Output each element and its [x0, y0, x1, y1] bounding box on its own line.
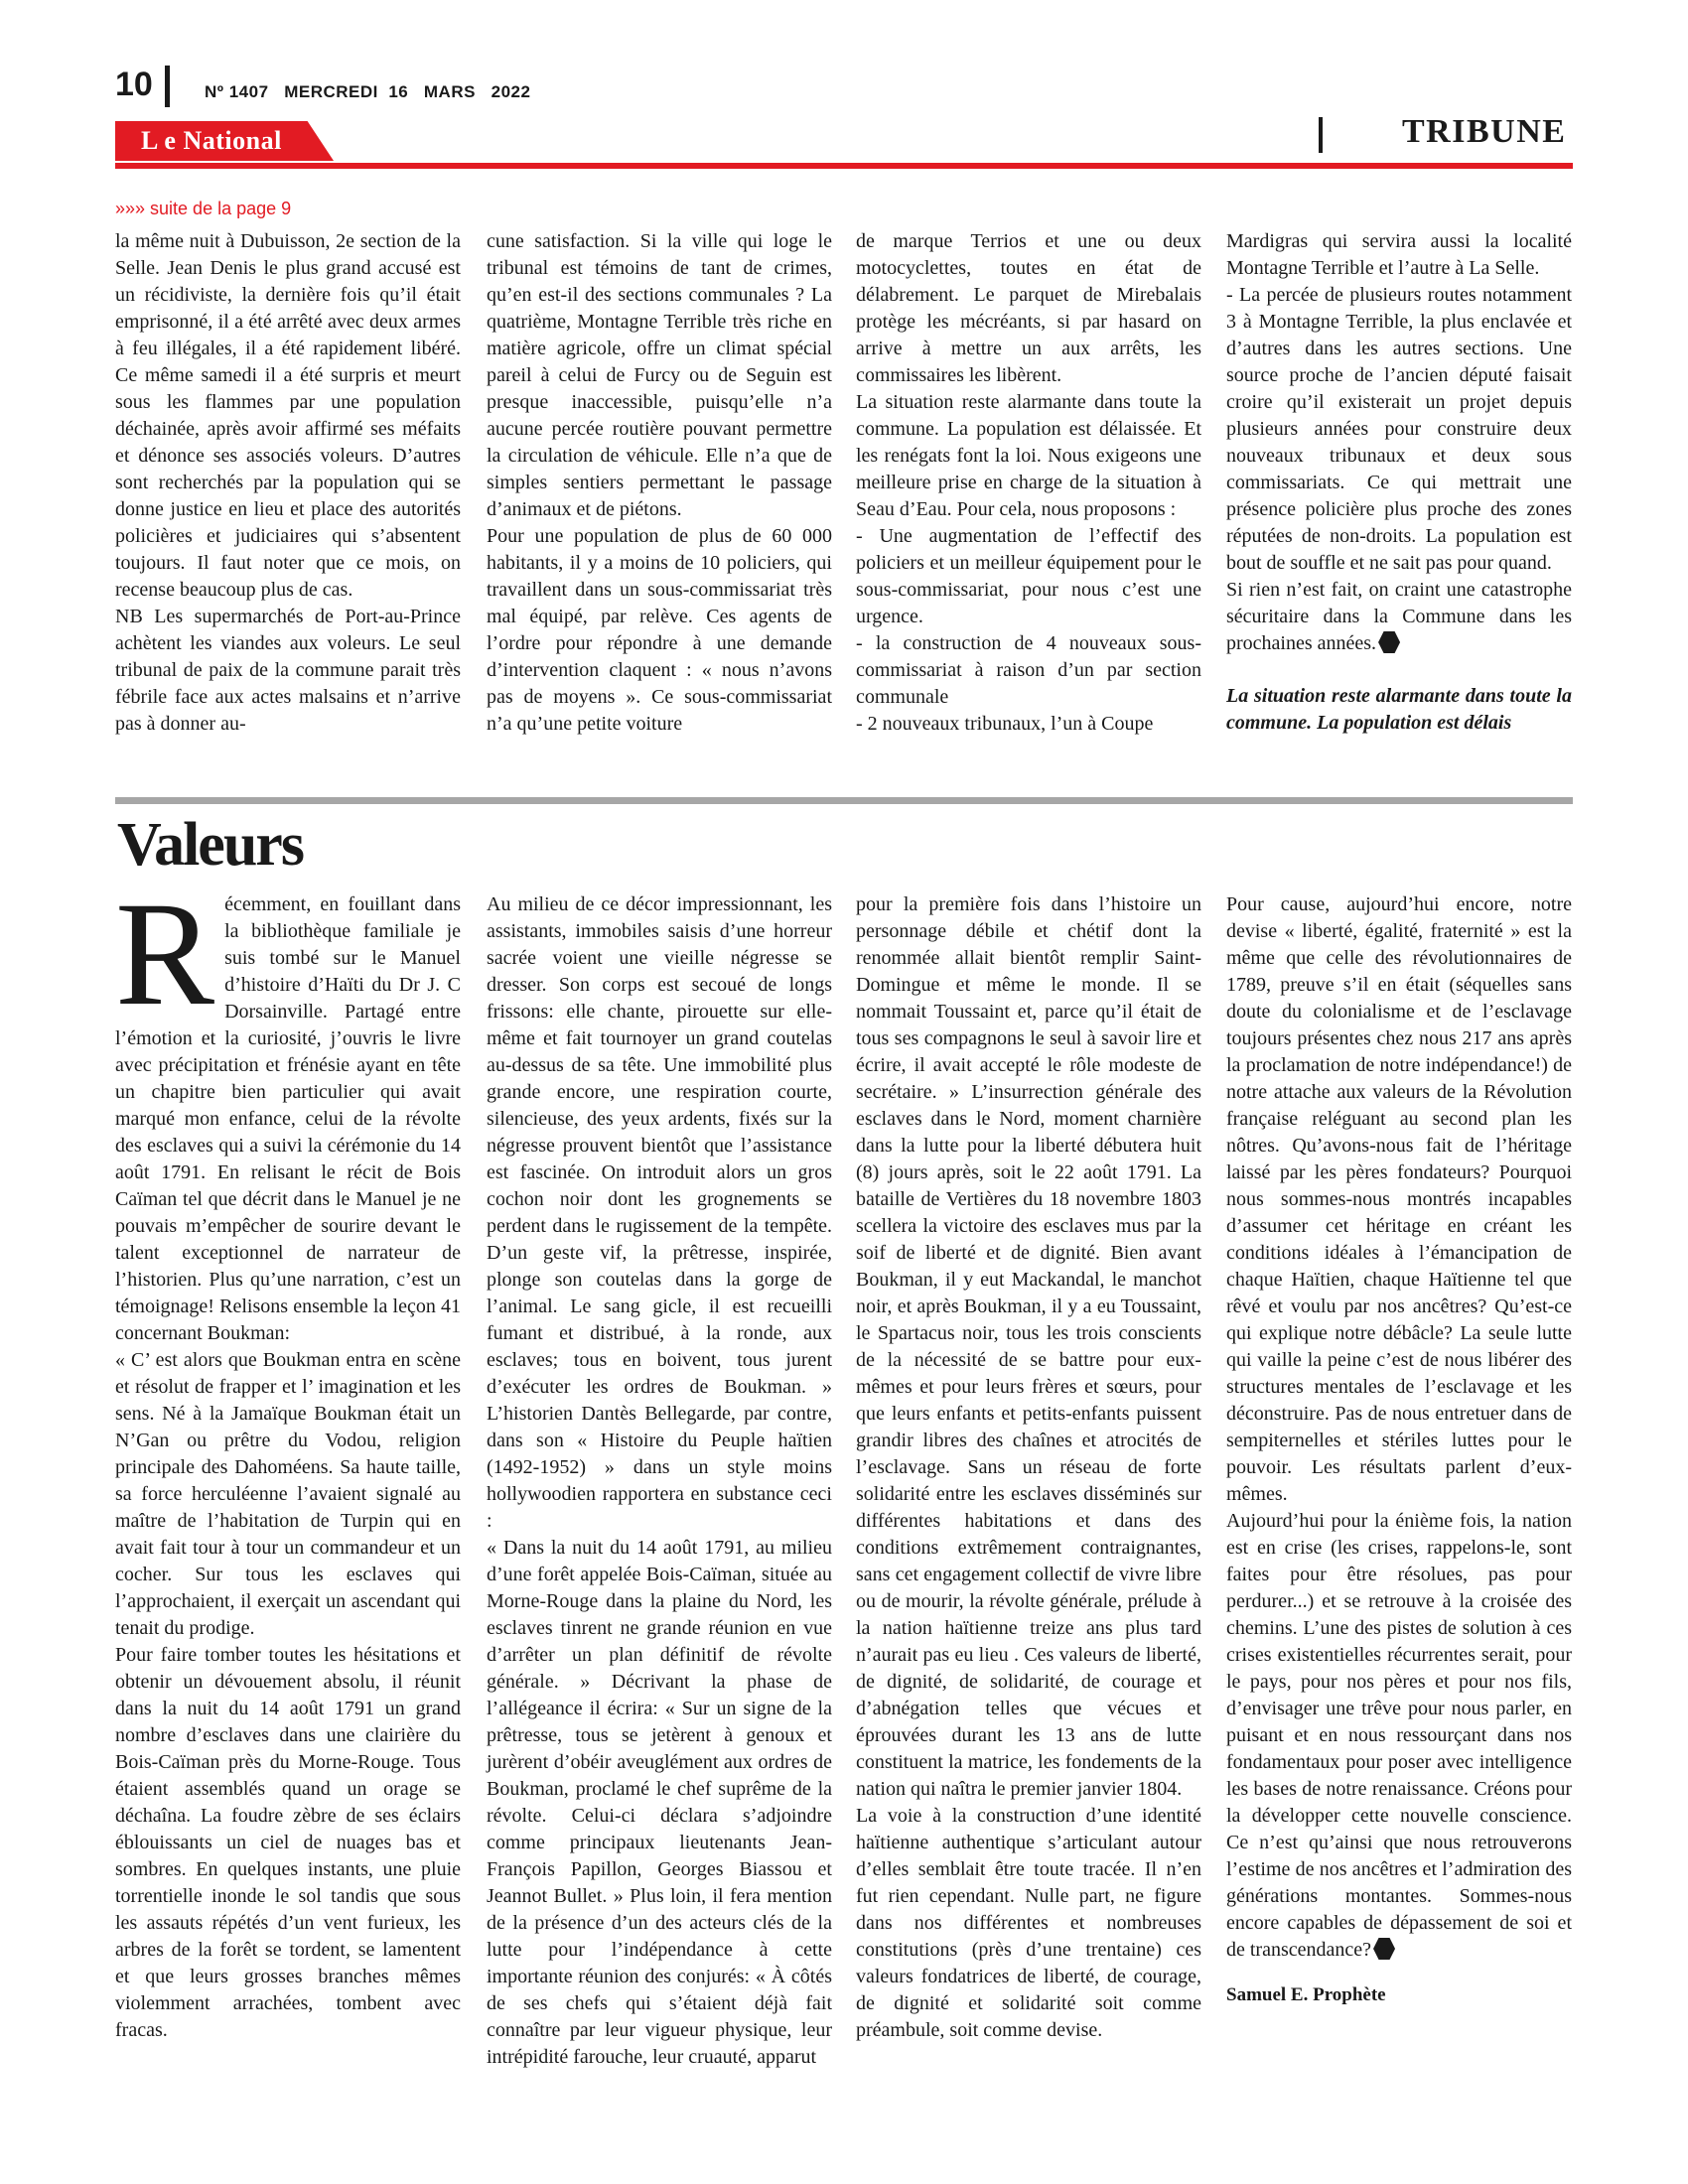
paragraph: Pour cause, aujourd’hui encore, notre devise « liberté, égalité, fraternité » est la même que celle des révolutionnaires de 1789, preuve s’il en était (séquelles sans doute du colonialisme et de l’esclavage toujours présentes chez nous 217 ans après la proclamation de notre indépendance!) de notre attache aux valeurs de la Révolution française reléguant au second plan les nôtres. Qu’avons-nous fait de l’héritage laissé par les pères fondateurs? Pourquoi nous sommes-nous montrés incapables d’assumer cet héritage en créant les conditions idéales à l’émancipation de chaque Haïtien, chaque Haïtienne tel que rêvé et voulu par nos ancêtres? Qu’est-ce qui explique notre débâcle? La seule lutte qui vaille la peine c’est de nous libérer des structures mentales de l’esclavage et les déconstruire. Pas de nous entretuer dans de sempiternelles et stériles luttes pour le pouvoir. Les résultats parlent d’eux-mêmes.	[1226, 893, 1572, 1505]
header-rule	[115, 163, 1573, 169]
paragraph-text: Aujourd’hui pour la énième fois, la nation est en crise (les crises, rappelons-le, sont faites pour être résolues, pas pour perdurer...) et se retrouve à la croisée des chemins. L’une des pistes de solution à ces crises existentielles récurrentes serait, pour le pays, pour nos pères et pour nos fils, d’envisager une trêve pour nous parler, en puisant et en nous ressourçant dans nos fondamentaux pour poser avec intelligence les bases de notre renaissance. Créons pour la développer cette nouvelle conscience. Ce n’est qu’ainsi que nous retrouverons l’estime de nos ancêtres et l’admiration des générations montantes. Sommes-nous encore capables de dépassement de soi et de transcendance?	[1226, 1510, 1572, 1961]
paragraph	[115, 872, 461, 1347]
paragraph	[1226, 577, 1572, 657]
paragraph: « Dans la nuit du 14 août 1791, au milieu d’une forêt appelée Bois-Caïman, située au Morne-Rouge dans la plaine du Nord, les esclaves tinrent ne grande réunion en vue d’arrêter un plan définitif de révolte générale. » Décrivant la phase de l’allégeance il écrira: « Sur un signe de la prêtresse, tous se jetèrent à genoux et jurèrent d’obéir aveuglément aux ordres de Boukman, proclamé le chef suprême de la révolte. Celui-ci déclara s’adjoindre comme principaux lieutenants Jean-François Papillon, Georges Biassou et Jeannot Bullet. » Plus loin, il fera mention de la présence d’un des acteurs clés de la lutte pour l’indépendance à cette importante réunion des conjurés: « À côtés de ses chefs qui s’étaient déjà fait connaître par leur vigueur physique, leur intrépidité farouche, leur cruauté, apparut	[487, 1537, 832, 2068]
newspaper-logo: L e National	[141, 126, 282, 155]
list-item: - la construction de 4 nouveaux sous-commissariat à raison d’un par section communale	[856, 632, 1201, 708]
paragraph-text: Si rien n’est fait, on craint une catastrophe sécuritaire dans la Commune dans les prochaines années.	[1226, 579, 1572, 654]
continuation-note: »»» suite de la page 9	[115, 199, 292, 218]
list-item: - 2 nouveaux tribunaux, l’un à Coupe	[856, 713, 1154, 735]
paragraph: de marque Terrios et une ou deux motocyclettes, toutes en état de délabrement. Le parquet de Mirebalais protège les mécréants, si par hasard on arrive à mettre un aux arrêts, les commissaires les libèrent.	[856, 230, 1201, 386]
paragraph: « C’ est alors que Boukman entra en scène et résolut de frapper et l’ imagination et les sens. Né à la Jamaïque Boukman était un N’Gan ou prêtre du Vodou, religion principale des Dahoméens. Sa haute taille, sa force herculéenne l’avaient signalé au maître de l’habitation de Turpin qui en avait fait tour à tour un commandeur et un cocher. Sur tous les esclaves qui l’approchaient, il exerçait un ascendant qui tenait du prodige.	[115, 1349, 461, 1639]
section-divider	[1319, 117, 1323, 153]
end-mark-icon	[1378, 631, 1400, 653]
drop-cap: R	[115, 872, 215, 1036]
paragraph: pour la première fois dans l’histoire un personnage débile et chétif dont la renommée allait bientôt remplir Saint-Domingue et même le monde. Il se nommait Toussaint et, parce qu’il était de tous ses compagnons le seul à savoir lire et écrire, il avait accepté le rôle modeste de secrétaire. » L’insurrection générale des esclaves dans le Nord, moment charnière dans la lutte pour la liberté débutera huit (8) jours après, soit le 22 août 1791. La bataille de Vertières du 18 novembre 1803 scellera la victoire des esclaves mus par la soif de liberté et de dignité. Bien avant Boukman, il y eut Mackandal, le manchot noir, et après Boukman, il y a eu Toussaint, le Spartacus noir, tous les trois conscients de la nécessité de se battre pour eux-mêmes et pour leurs frères et sœurs, pour que leurs enfants et petits-enfants puissent grandir libres des chaînes et atrocités de l’esclavage. Sans un réseau de forte solidarité entre les esclaves disséminés sur différentes habitations et dans des conditions extrêmement contraignantes, sans cet engagement collectif de vivre libre ou de mourir, la révolte générale, prélude à la nation haïtienne treize ans plus tard n’aurait pas eu lieu . Ces valeurs de liberté, de dignité, de solidarité, de courage et d’abnégation telles que vécues et éprouvées durant les 13 ans de lutte constituent la matrice, les fondements de la nation qui naîtra le premier janvier 1804.	[856, 893, 1201, 1800]
article-divider	[115, 797, 1573, 804]
paragraph	[1226, 1508, 1572, 1964]
article-column-1	[115, 228, 461, 738]
article-column-4	[1226, 891, 1572, 2008]
author-signature: Samuel E. Prophète	[1226, 1984, 1386, 2005]
paragraph-text: écemment, en fouillant dans la bibliothèque familiale je suis tombé sur le Manuel d’histoire d’Haïti du Dr J. C Dorsainville. Partagé entre l’émotion et la curiosité, j’ouvris le livre avec précipitation et frénésie ayant en tête un chapitre bien particulier qui avait marqué mon enfance, celui de la révolte des esclaves qui a suivi la cérémonie du 14 août 1791. En relisant le récit de Bois Caïman tel que décrit dans le Manuel je ne pouvais m’empêcher de sourire devant le talent exceptionnel de narrateur de l’historien. Plus qu’une narration, c’est un témoignage! Relisons ensemble la leçon 41 concernant Boukman:	[115, 893, 461, 1344]
article-column-3	[856, 891, 1201, 2044]
page-number-divider	[165, 66, 170, 107]
paragraph: - La percée de plusieurs routes notamment 3 à Montagne Terrible, la plus enclavée et d’autres dans les autres sections. Une source proche de l’ancien député faisait croire qu’il existerait un projet depuis plusieurs années pour construire deux nouveaux tribunaux et deux sous commissariats. Ce qui mettrait une présence policière plus proche des zones réputées de non-droits. La population est bout de souffle et ne sait pas pour quand.	[1226, 284, 1572, 574]
paragraph: Au milieu de ce décor impressionnant, les assistants, immobiles saisis d’une horreur sacrée voient une vieille négresse se dresser. Son corps est secoué de longs frissons: elle chante, pirouette sur elle-même et fait tournoyer un grand coutelas au-dessus de sa tête. Une immobilité plus grande encore, une respiration courte, silencieuse, des yeux ardents, fixés sur la négresse prouvent bientôt que l’assistance est fascinée. On introduit alors un gros cochon noir dont les grognements se perdent dans le rugissement de la tempête. D’un geste vif, la prêtresse, inspirée, plonge son coutelas dans la gorge de l’animal. Le sang gicle, il est recueilli fumant et distribué, à la ronde, aux esclaves; tous en boivent, tous jurent d’exécuter les ordres de Boukman. » L’historien Dantès Bellegarde, par contre, dans son « Histoire du Peuple haïtien (1492-1952) » dans un style moins hollywoodien rapportera en substance ceci :	[487, 893, 832, 1532]
article-column-2	[487, 891, 832, 2071]
page-number: 10	[115, 66, 153, 103]
article-column-4	[1226, 228, 1572, 737]
list-item: - Une augmentation de l’effectif des policiers et un meilleur équipement pour le sous-commissariat, pour nous c’est une urgence.	[856, 525, 1201, 627]
paragraph: Mardigras qui servira aussi la localité Montagne Terrible et l’autre à La Selle.	[1226, 230, 1572, 279]
paragraph: la même nuit à Dubuisson, 2e section de la Selle. Jean Denis le plus grand accusé est un récidiviste, la dernière fois qu’il était emprisonné, il a été arrêté avec deux armes à feu illégales, il a été rapidement libéré. Ce même samedi il a été surpris et meurt sous les flammes par une population déchainée, après avoir affirmé ses méfaits et dénonce ses associés voleurs. D’autres sont recherchés par la population qui se donne justice en lieu et place des autorités policières et judiciaires qui s’absentent toujours. Il faut noter que ce mois, on recense beaucoup plus de cas.	[115, 230, 461, 601]
end-mark-icon	[1373, 1938, 1395, 1960]
pull-quote: La situation reste alarmante dans toute la commune. La population est délais	[1226, 685, 1572, 734]
section-title: TRIBUNE	[1402, 113, 1567, 150]
article-column-1	[115, 872, 461, 2044]
article-headline: Valeurs	[117, 811, 303, 879]
article-column-2	[487, 228, 832, 738]
paragraph: cune satisfaction. Si la ville qui loge le tribunal est témoins de tant de crimes, qu’en est-il des sections communales ? La quatrième, Montagne Terrible très riche en matière agricole, offre un climat spécial pareil à celui de Furcy ou de Seguin est presque inaccessible, puisqu’elle n’a aucune percée routière pouvant permettre la circulation de véhicule. Elle n’a que de simples sentiers permettant le passage d’animaux et de piétons.	[487, 230, 832, 520]
paragraph: La voie à la construction d’une identité haïtienne authentique s’articulant autour d’elles semblait être toute tracée. Il n’en fut rien cependant. Nulle part, ne figure dans nos différentes et nombreuses constitutions (près d’une trentaine) ces valeurs fondatrices de liberté, de courage, de dignité et solidarité soit comme préambule, soit comme devise.	[856, 1805, 1201, 2041]
paragraph: NB Les supermarchés de Port-au-Prince achètent les viandes aux voleurs. Le seul tribunal de paix de la commune parait très fébrile face aux actes malsains et n’arrive pas à donner au-	[115, 606, 461, 735]
paragraph: La situation reste alarmante dans toute la commune. La population est délaissée. Et les renégats font la loi. Nous exigeons une meilleure prise en charge de la situation à Seau d’Eau. Pour cela, nous proposons :	[856, 391, 1201, 520]
article-column-3	[856, 228, 1201, 738]
paragraph: Pour une population de plus de 60 000 habitants, il y a moins de 10 policiers, qui travaillent dans un sous-commissariat très mal équipé, par relève. Ces agents de l’ordre pour répondre à une demande d’intervention claquent : « nous n’avons pas de moyens ». Ce sous-commissariat n’a qu’une petite voiture	[487, 525, 832, 735]
paragraph: Pour faire tomber toutes les hésitations et obtenir un dévouement absolu, il réunit dans la nuit du 14 août 1791 un grand nombre d’esclaves dans une clairière du Bois-Caïman près du Morne-Rouge. Tous étaient assemblés quand un orage se déchaîna. La foudre zèbre de ses éclairs éblouissants un ciel de nuages bas et sombres. En quelques instants, une pluie torrentielle inonde le sol tandis que sous les assauts répétés d’un vent furieux, les arbres de la forêt se tordent, se lamentent et que leurs grosses branches mêmes violemment arrachées, tombent avec fracas.	[115, 1644, 461, 2041]
issue-date-line: Nº 1407 MERCREDI 16 MARS 2022	[205, 82, 531, 101]
